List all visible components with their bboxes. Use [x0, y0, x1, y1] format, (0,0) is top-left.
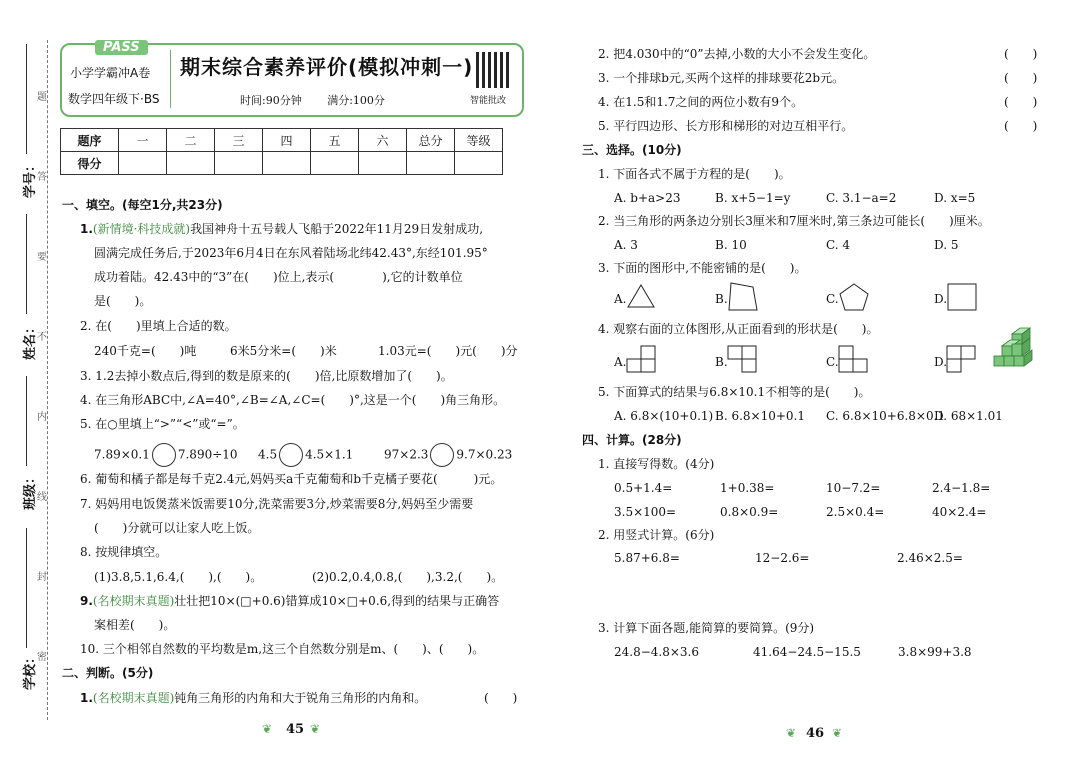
section-judge: 二、判断。(5分): [62, 666, 154, 680]
question-8b: (2)0.2,0.4,0.8,( ),3.2,( )。: [312, 570, 504, 584]
calc-item[interactable]: 12−2.6=: [755, 551, 810, 565]
calc-item[interactable]: 0.8×0.9=: [720, 505, 779, 519]
compare-c: [384, 443, 512, 467]
student-id-line[interactable]: [26, 44, 27, 154]
school-line[interactable]: [26, 528, 27, 648]
compare-right: 4.5×1.1: [305, 447, 354, 462]
name-label: 姓名：: [23, 320, 38, 360]
table-header-cell: 五: [311, 129, 359, 152]
cut-char: 题: [37, 92, 47, 103]
calc-item[interactable]: 0.5+1.4=: [614, 481, 673, 495]
pentagon-shape-icon: [838, 282, 870, 312]
score-cell[interactable]: [167, 152, 215, 175]
compare-left: 4.5: [258, 447, 278, 462]
question-1-line2: 圆满完成任务后,于2023年6月4日在东风着陆场北纬42.43°,东经101.95°: [94, 246, 488, 260]
header-divider: [170, 50, 171, 108]
question-text: 钝角三角形的内角和大于锐角三角形的内角和。: [174, 691, 427, 705]
option[interactable]: D.: [934, 292, 948, 306]
calc-item[interactable]: 5.87+6.8=: [614, 551, 680, 565]
question-2b: 6米5分米=( )米: [230, 344, 337, 358]
judge-5: 5. 平行四边形、长方形和梯形的对边互相平行。: [598, 119, 854, 133]
option[interactable]: B.: [715, 355, 728, 369]
question-tag: (名校期末真题): [92, 691, 175, 705]
option[interactable]: C.: [826, 355, 839, 369]
compare-circle[interactable]: [430, 443, 454, 467]
question-number: 9.: [80, 594, 93, 608]
calc-2: 2. 用竖式计算。(6分): [598, 528, 715, 542]
calc-3: 3. 计算下面各题,能简算的要简算。(9分): [598, 621, 815, 635]
option[interactable]: C. 4: [826, 238, 851, 252]
option[interactable]: D. x=5: [934, 191, 976, 205]
question-text: 壮壮把10×(□+0.6)错算成10×□+0.6,得到的结果与正确答: [174, 594, 500, 608]
question-1-line4: 是( )。: [94, 294, 152, 308]
question-1-line3: 成功着陆。42.43中的“3”在( )位上,表示( ),它的计数单位: [94, 270, 463, 284]
calc-item[interactable]: 2.46×2.5=: [897, 551, 963, 565]
score-table: [60, 128, 503, 175]
cube-stack-icon: [992, 326, 1038, 370]
question-2a: 240千克=( )吨: [94, 344, 197, 358]
name-line[interactable]: [26, 214, 27, 314]
cut-char: 不: [37, 332, 47, 343]
compare-circle[interactable]: [152, 443, 176, 467]
class-line[interactable]: [26, 376, 27, 466]
qr-label: 智能批改: [470, 96, 507, 106]
question-9-line1: [80, 594, 499, 608]
leaf-icon: ❦: [310, 722, 321, 736]
qr-code-icon[interactable]: [476, 52, 512, 88]
calc-item[interactable]: 1+0.38=: [720, 481, 775, 495]
score-cell[interactable]: [263, 152, 311, 175]
page-number: 45: [286, 722, 305, 737]
table-header-cell: 等级: [455, 129, 503, 152]
question-tag: (名校期末真题): [92, 594, 175, 608]
page-number: 46: [806, 726, 825, 741]
choice-3: 3. 下面的图形中,不能密铺的是( )。: [598, 261, 807, 275]
question-2c: 1.03元=( )元( )分: [378, 344, 518, 358]
table-header-cell: 六: [359, 129, 407, 152]
calc-item[interactable]: 10−7.2=: [826, 481, 881, 495]
leaf-icon: ❦: [832, 726, 843, 740]
cut-char: 答: [37, 172, 47, 183]
score-cell[interactable]: [407, 152, 455, 175]
class-label: 班级：: [23, 470, 38, 510]
question-10: 10. 三个相邻自然数的平均数是m,这三个自然数分别是m、( )、( )。: [80, 642, 485, 656]
option[interactable]: B.: [715, 292, 728, 306]
question-1-line1: [80, 222, 483, 236]
answer-paren[interactable]: ( ): [1004, 95, 1038, 109]
time-limit: 时间:90分钟: [240, 94, 302, 107]
option[interactable]: C. 3.1−a=2: [826, 191, 897, 205]
choice-4: 4. 观察右面的立体图形,从正面看到的形状是( )。: [598, 322, 879, 336]
judge-3: 3. 一个排球b元,买两个这样的排球要花2b元。: [598, 71, 845, 85]
calc-item[interactable]: 3.5×100=: [614, 505, 677, 519]
option[interactable]: A.: [614, 292, 627, 306]
question-text: 我国神舟十五号载人飞船于2022年11月29日发射成功,: [190, 222, 484, 236]
choice-5: 5. 下面算式的结果与6.8×10.1不相等的是( )。: [598, 385, 871, 399]
square-shape-icon: [946, 282, 978, 312]
question-7-line1: 7. 妈妈用电饭煲蒸米饭需要10分,洗菜需要3分,炒菜需要8分,妈妈至少需要: [80, 497, 474, 511]
question-5: 5. 在○里填上“>”“<”或“=”。: [80, 417, 245, 431]
calc-item[interactable]: 40×2.4=: [932, 505, 987, 519]
score-cell[interactable]: [455, 152, 503, 175]
table-header-cell: 四: [263, 129, 311, 152]
table-header-cell: 一: [119, 129, 167, 152]
section-fill-blank: 一、填空。(每空1分,共23分): [62, 198, 223, 212]
score-cell[interactable]: [359, 152, 407, 175]
calc-item[interactable]: 3.8×99+3.8: [898, 645, 972, 659]
student-id-label: 学号：: [23, 158, 38, 198]
view-c-icon: [838, 344, 872, 374]
cut-char: 内: [37, 412, 47, 423]
table-header-cell: 题序: [61, 129, 119, 152]
compare-a: [94, 443, 238, 467]
answer-paren[interactable]: ( ): [1004, 71, 1038, 85]
compare-circle[interactable]: [279, 443, 303, 467]
calc-1: 1. 直接写得数。(4分): [598, 457, 715, 471]
view-b-icon: [727, 344, 761, 374]
table-header-cell: 总分: [407, 129, 455, 152]
table-header-cell: 三: [215, 129, 263, 152]
table-header-cell: 二: [167, 129, 215, 152]
cut-char: 要: [37, 252, 47, 263]
compare-left: 7.89×0.1: [94, 447, 150, 462]
question-6: 6. 葡萄和橘子都是每千克2.4元,妈妈买a千克葡萄和b千克橘子要花( )元。: [80, 472, 503, 486]
compare-right: 7.890÷10: [177, 447, 238, 462]
page-title: 期末综合素养评价(模拟冲刺一): [180, 55, 474, 79]
judge-1: [80, 691, 426, 705]
question-7-line2: ( )分就可以让家人吃上饭。: [94, 521, 260, 535]
option[interactable]: A. 3: [614, 238, 638, 252]
triangle-shape-icon: [626, 283, 656, 309]
choice-1: 1. 下面各式不属于方程的是( )。: [598, 167, 791, 181]
pass-logo: PASS: [95, 40, 148, 55]
option[interactable]: A. 6.8×(10+0.1): [614, 409, 714, 423]
option[interactable]: D. 68×1.01: [934, 409, 1003, 423]
exam-meta: [240, 92, 385, 108]
grade-label: 数学四年级下·BS: [68, 92, 160, 106]
option[interactable]: C.: [826, 292, 839, 306]
choice-2: 2. 当三角形的两条边分别长3厘米和7厘米时,第三条边可能长( )厘米。: [598, 214, 990, 228]
option[interactable]: D. 5: [934, 238, 959, 252]
cut-char: 密: [37, 652, 47, 663]
answer-paren[interactable]: ( ): [1004, 47, 1038, 61]
score-row-label: 得分: [61, 152, 119, 175]
option[interactable]: D.: [934, 355, 948, 369]
question-tag: (新情境·科技成就): [92, 222, 191, 236]
judge-4: 4. 在1.5和1.7之间的两位小数有9个。: [598, 95, 804, 109]
compare-right: 9.7×0.23: [456, 447, 513, 462]
option[interactable]: C. 6.8×10+6.8×0.1: [826, 409, 946, 423]
section-choice: 三、选择。(10分): [582, 143, 682, 157]
question-8: 8. 按规律填空。: [80, 545, 168, 559]
question-9-line2: 案相差( )。: [94, 618, 176, 632]
cut-char: 封: [37, 572, 47, 583]
leaf-icon: ❦: [786, 726, 797, 740]
compare-left: 97×2.3: [384, 447, 429, 462]
leaf-icon: ❦: [262, 722, 273, 736]
option[interactable]: B. 6.8×10+0.1: [715, 409, 805, 423]
question-4: 4. 在三角形ABC中,∠A=40°,∠B=∠A,∠C=( )°,这是一个( )角三角形。: [80, 393, 506, 407]
calc-item[interactable]: 2.5×0.4=: [826, 505, 885, 519]
option[interactable]: A.: [614, 355, 627, 369]
series-name: 小学学霸冲A卷: [70, 66, 151, 80]
question-number: 1.: [80, 691, 93, 705]
full-score: 满分:100分: [327, 94, 385, 107]
calc-item[interactable]: 2.4−1.8=: [932, 481, 991, 495]
question-number: 1.: [80, 222, 93, 236]
question-2: 2. 在( )里填上合适的数。: [80, 319, 237, 333]
score-cell[interactable]: [215, 152, 263, 175]
question-8a: (1)3.8,5.1,6.4,( ),( )。: [94, 570, 263, 584]
view-a-icon: [626, 344, 660, 374]
option[interactable]: A. b+a>23: [614, 191, 681, 205]
calc-item[interactable]: 41.64−24.5−15.5: [753, 645, 861, 659]
compare-b: [258, 443, 353, 467]
score-cell[interactable]: [311, 152, 359, 175]
option[interactable]: B. x+5−1=y: [715, 191, 791, 205]
calc-item[interactable]: 24.8−4.8×3.6: [614, 645, 699, 659]
score-cell[interactable]: [119, 152, 167, 175]
quadrilateral-shape-icon: [727, 280, 759, 312]
judge-2: 2. 把4.030中的“0”去掉,小数的大小不会发生变化。: [598, 47, 876, 61]
answer-paren[interactable]: ( ): [484, 691, 518, 705]
answer-paren[interactable]: ( ): [1004, 119, 1038, 133]
cut-char: 线: [37, 492, 47, 503]
section-calc: 四、计算。(28分): [582, 433, 682, 447]
school-label: 学校：: [23, 650, 38, 690]
option[interactable]: B. 10: [715, 238, 747, 252]
cut-line: [47, 40, 48, 720]
question-3: 3. 1.2去掉小数点后,得到的数是原来的( )倍,比原数增加了( )。: [80, 369, 453, 383]
view-d-icon: [946, 344, 980, 374]
